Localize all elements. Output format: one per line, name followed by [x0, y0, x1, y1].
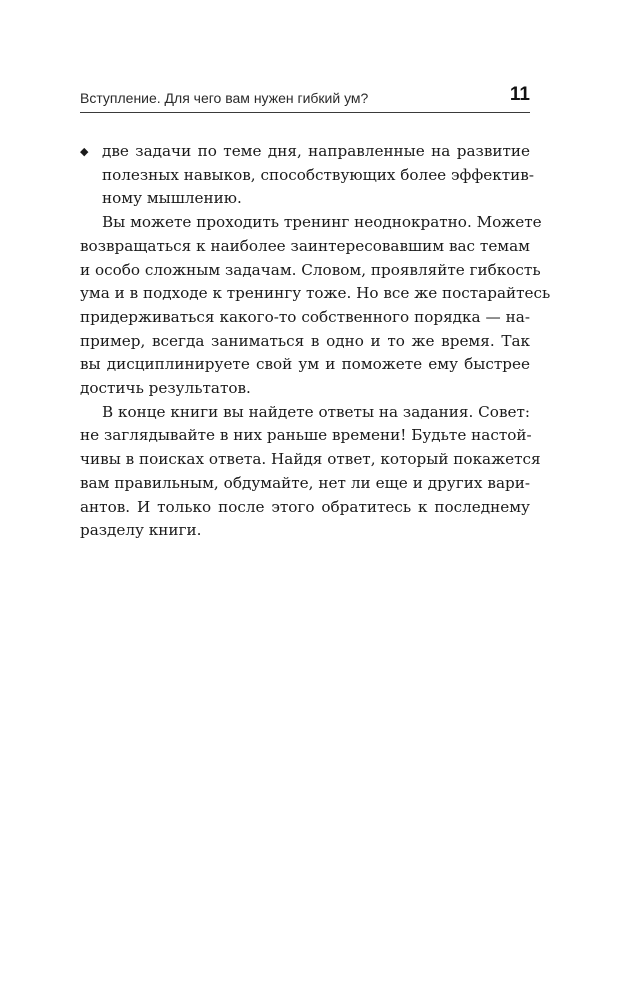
diamond-bullet-icon: ◆	[80, 145, 89, 158]
paragraph-2	[80, 401, 541, 543]
text-line: разделу книги.	[80, 521, 202, 540]
text-line: ному мышлению.	[102, 189, 242, 208]
page-number: 11	[509, 84, 530, 105]
text-line: вам правильным, обдумайте, нет ли еще и других вари-	[80, 473, 530, 492]
text-line: возвращаться к наиболее заинтересовавшим вас темам	[80, 236, 530, 255]
text-line: Вы можете проходить тренинг неоднократно. Можете	[102, 213, 542, 232]
text-line: полезных навыков, способствующих более эффектив-	[102, 165, 534, 184]
text-line: чивы в поисках ответа. Найдя ответ, который покажется	[80, 450, 541, 469]
chapter-title: Вступление. Для чего вам нужен гибкий ум?	[80, 90, 369, 106]
text-line: ума и в подходе к тренингу тоже. Но все же постарайтесь	[80, 284, 551, 303]
body-text	[80, 140, 551, 543]
paragraph-1	[80, 211, 551, 401]
text-line: достичь результатов.	[80, 379, 251, 398]
text-line: пример, всегда заниматься в одно и то же время. Так	[80, 331, 530, 350]
text-line: и особо сложным задачам. Словом, проявляйте гибкость	[80, 260, 541, 279]
text-line: антов. И только после этого обратитесь к последнему	[80, 497, 530, 516]
text-line: вы дисциплинируете свой ум и поможете ему быстрее	[80, 355, 530, 374]
text-line: В конце книги вы найдете ответы на задания. Совет:	[102, 402, 530, 421]
text-line: две задачи по теме дня, направленные на развитие	[102, 142, 530, 160]
running-header	[80, 84, 530, 113]
bullet-item	[80, 140, 534, 211]
text-line: придерживаться какого-то собственного порядка — на-	[80, 307, 530, 326]
text-line: не заглядывайте в них раньше времени! Будьте настой-	[80, 426, 532, 445]
